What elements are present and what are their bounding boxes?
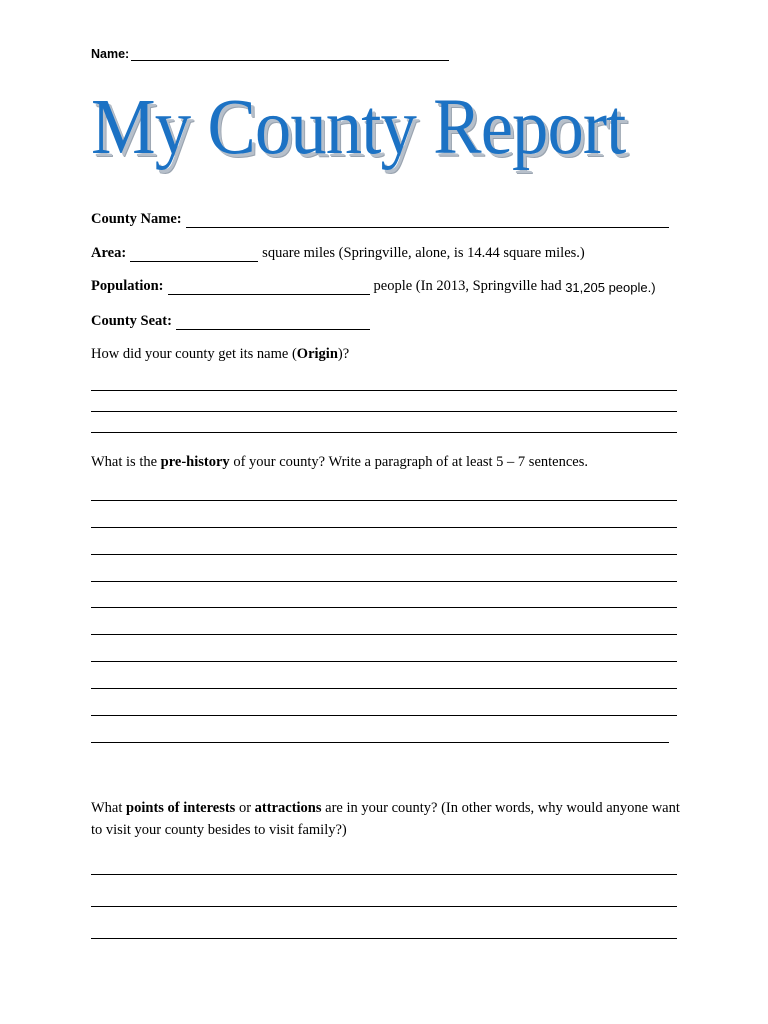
population-blank[interactable] [168,282,370,295]
prehistory-answer-line-8[interactable] [91,688,677,689]
population-note-count: 31,205 people.) [565,280,656,295]
prehistory-keyword: pre-history [160,454,230,470]
origin-answer-line-2[interactable] [91,411,677,412]
prehistory-answer-line-5[interactable] [91,607,677,608]
origin-answer-line-1[interactable] [91,390,677,391]
county-seat-blank[interactable] [176,317,370,330]
prehistory-answer-line-10[interactable] [91,742,669,743]
attractions-answer-line-1[interactable] [91,874,677,875]
name-blank[interactable] [131,50,449,61]
prehistory-question-text: What is the [91,454,161,470]
attractions-answer-line-2[interactable] [91,906,677,907]
prehistory-answer-line-4[interactable] [91,581,677,582]
area-blank[interactable] [130,249,258,262]
attractions-keyword-attractions: attractions [254,800,322,816]
prehistory-answer-line-2[interactable] [91,527,677,528]
page-title: My County Report [91,84,626,171]
county-name-blank[interactable] [186,215,669,228]
area-label: Area: [91,245,127,261]
population-field [91,278,656,295]
origin-answer-line-3[interactable] [91,432,677,433]
attractions-question [91,797,681,841]
population-note: people (In 2013, Springville had [373,278,566,294]
prehistory-answer-line-7[interactable] [91,661,677,662]
area-note: square miles (Springville, alone, is 14.44 square miles.) [262,245,585,261]
attractions-question-text: What [91,800,127,816]
name-field [91,47,449,61]
prehistory-answer-line-1[interactable] [91,500,677,501]
name-label: Name: [91,47,130,61]
origin-question [91,343,681,365]
prehistory-answer-line-3[interactable] [91,554,677,555]
prehistory-answer-line-6[interactable] [91,634,677,635]
attractions-question-end: are in your county? (In other words, why would anyone want to visit your county besides to visit family?) [91,800,680,838]
origin-question-text: How did your county get its name ( [91,346,297,362]
prehistory-question-end: of your county? Write a paragraph of at least 5 – 7 sentences. [229,454,588,470]
attractions-answer-line-3[interactable] [91,938,677,939]
area-field [91,245,585,262]
county-name-field [91,211,669,228]
origin-question-end: )? [337,346,350,362]
county-seat-label: County Seat: [91,313,172,329]
origin-keyword: Origin [296,346,338,362]
attractions-question-mid: or [235,800,255,816]
population-label: Population: [91,278,164,294]
prehistory-question [91,451,681,473]
prehistory-answer-line-9[interactable] [91,715,677,716]
attractions-keyword-points: points of interests [126,800,236,816]
county-name-label: County Name: [91,211,182,227]
county-seat-field [91,313,370,330]
